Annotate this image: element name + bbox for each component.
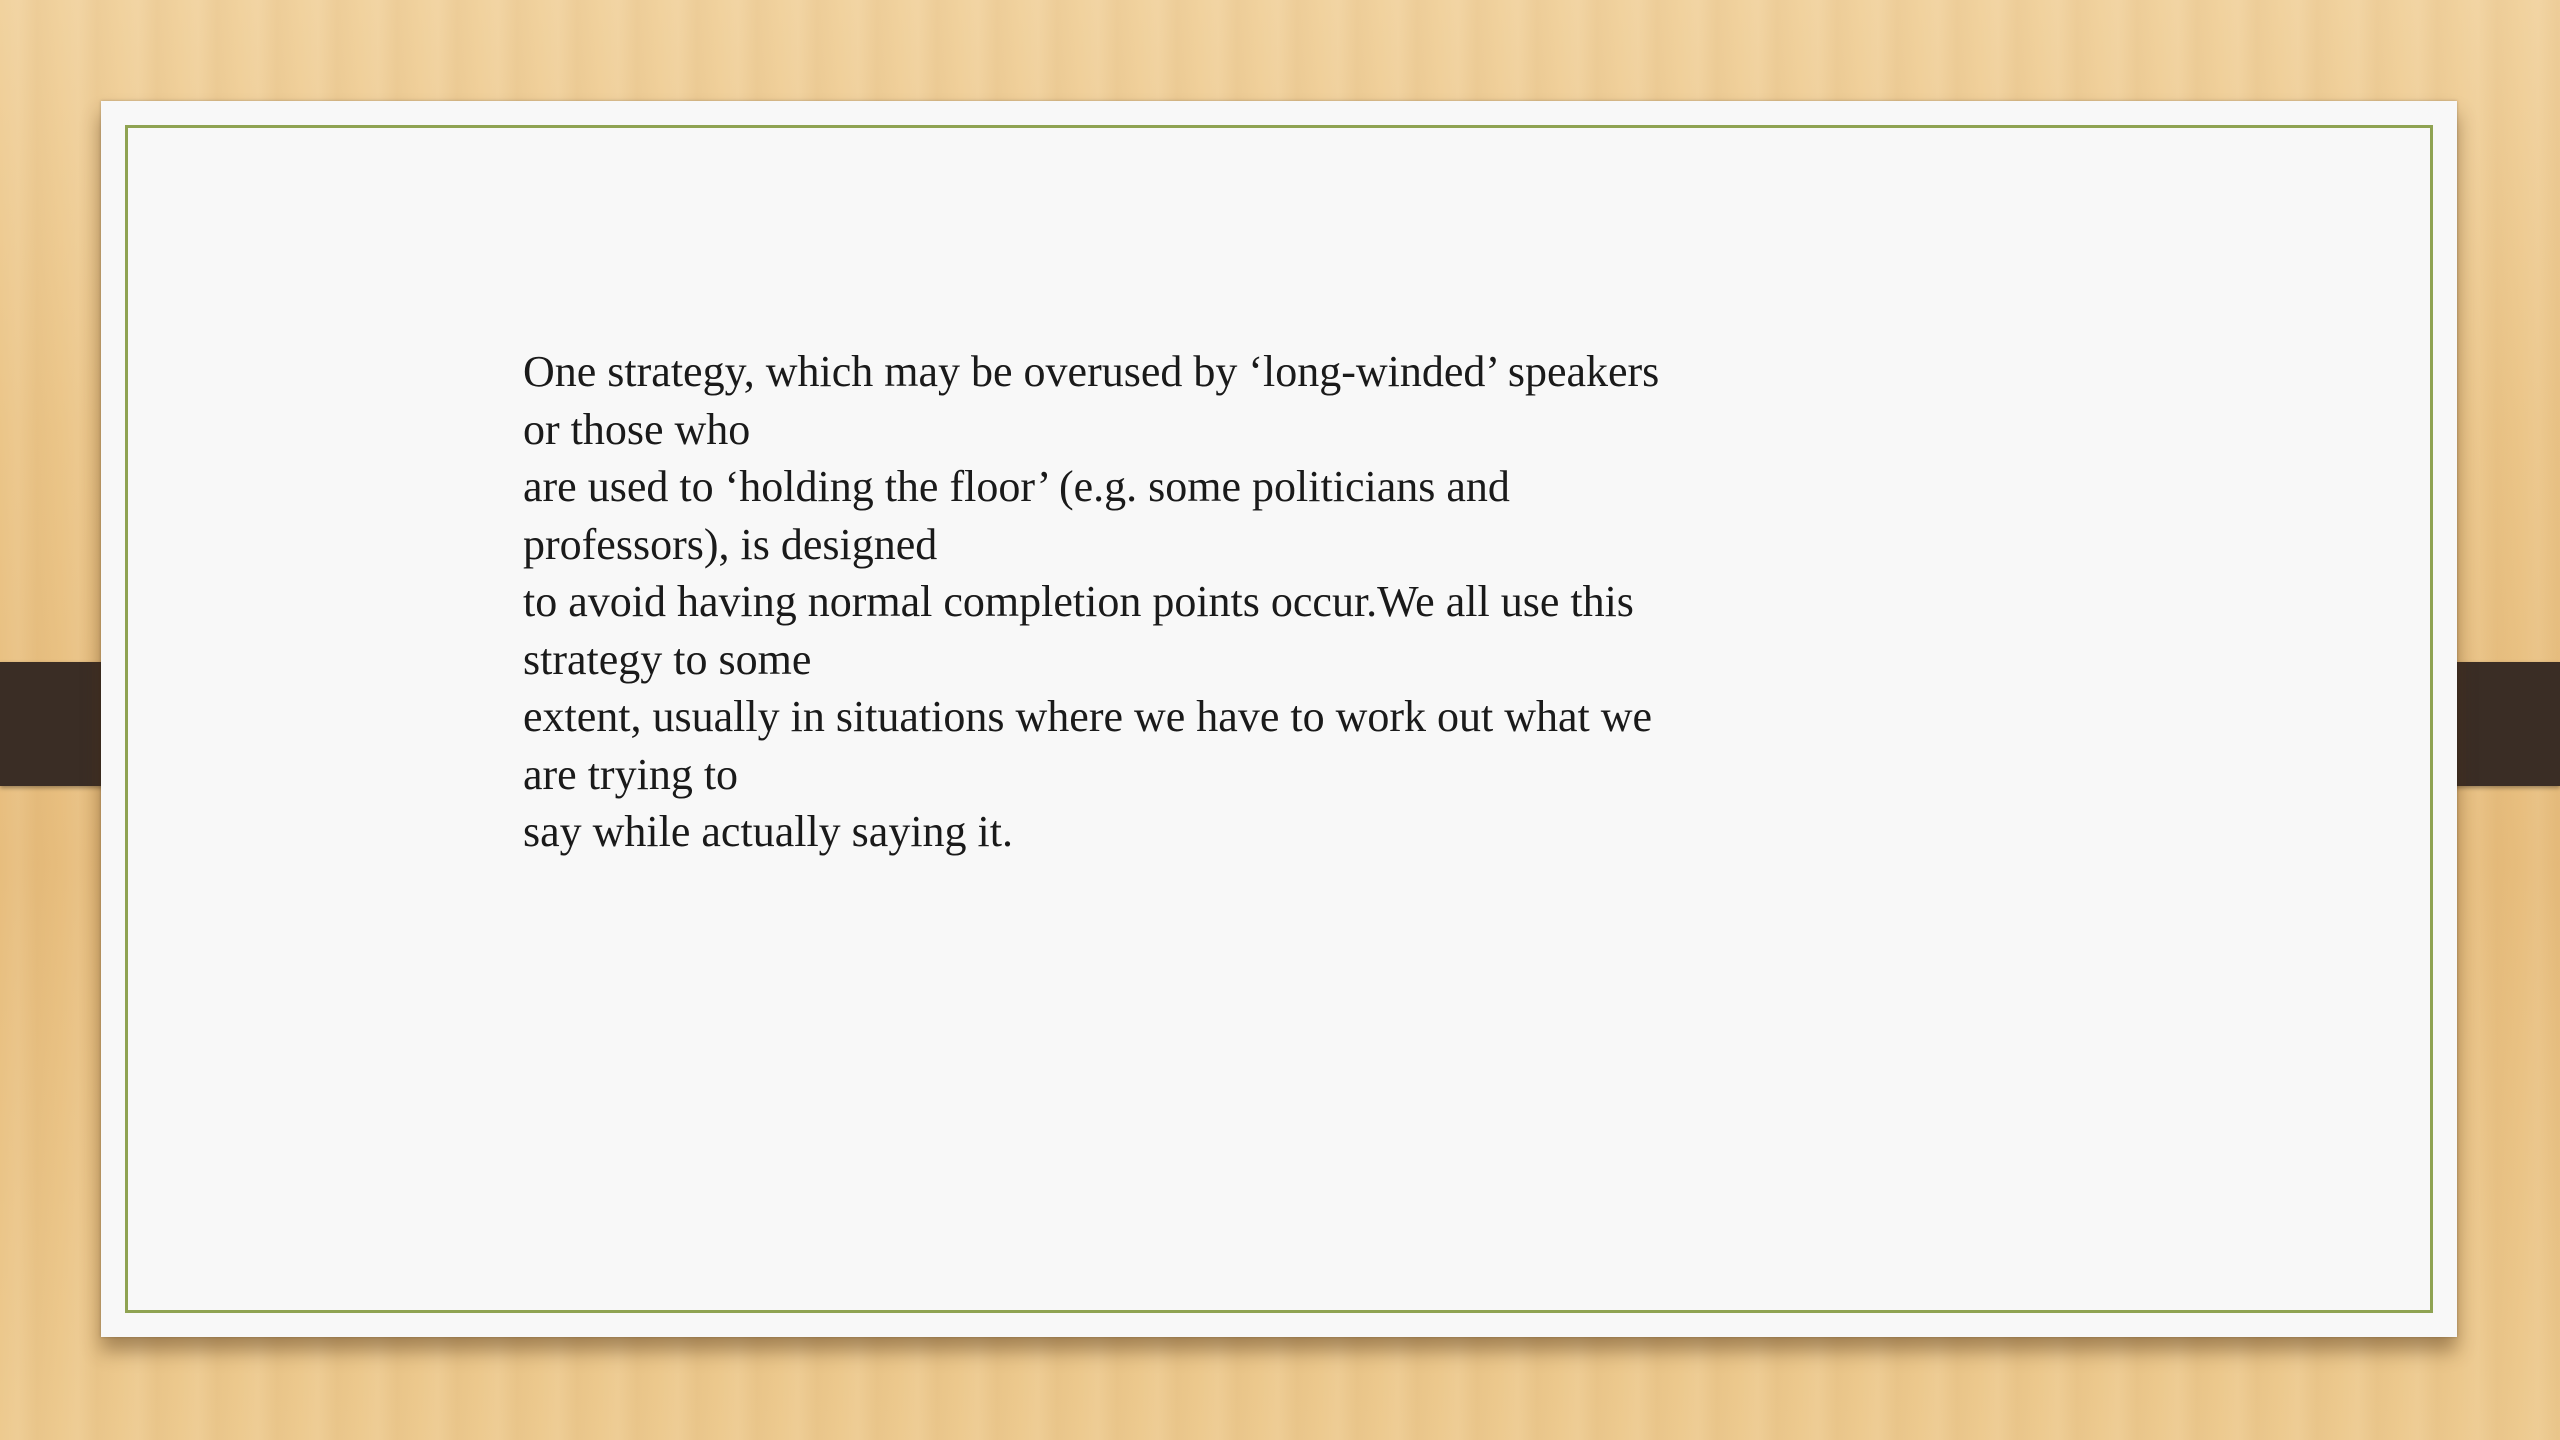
text-line: to avoid having normal completion points occur.We all use this bbox=[523, 577, 1634, 626]
text-line: professors), is designed bbox=[523, 519, 938, 569]
text-line: strategy to some bbox=[523, 634, 812, 684]
slide-paper bbox=[101, 101, 2457, 1337]
text-line: One strategy, which may be overused by ‘long-winded’ speakers bbox=[523, 347, 1660, 396]
text-line: are used to ‘holding the floor’ (e.g. some politicians and bbox=[523, 462, 1510, 511]
text-line: are trying to bbox=[523, 749, 739, 799]
text-line: or those who bbox=[523, 404, 751, 454]
text-line: say while actually saying it. bbox=[523, 807, 1013, 856]
slide-body-text bbox=[523, 343, 1823, 861]
text-line: extent, usually in situations where we have to work out what we bbox=[523, 692, 1653, 741]
